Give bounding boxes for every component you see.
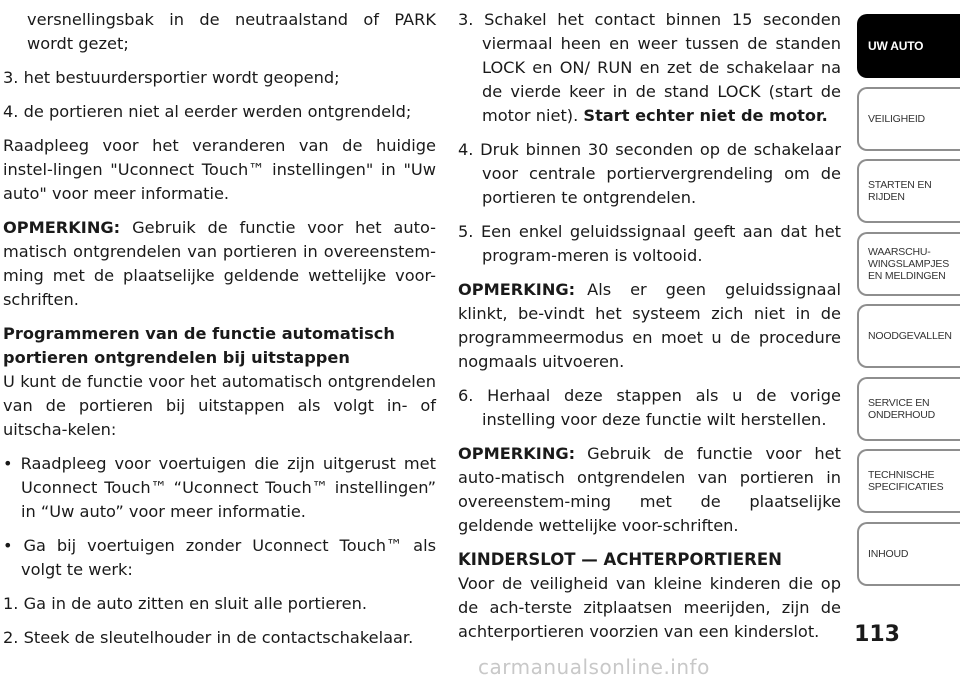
chapter-tabs (857, 14, 960, 594)
section-heading-programming: Programmeren van de functie automatisch portieren ontgrendelen bij uitstappen (3, 324, 395, 367)
note-no-signal (458, 278, 841, 374)
list-item-3: 3. het bestuurdersportier wordt geopend; (3, 68, 340, 87)
tab-waarschuwingslampjes[interactable] (857, 232, 960, 296)
tab-label: INHOUD (868, 547, 909, 560)
tab-label: WAARSCHU- WINGSLAMPJES EN MELDINGEN (868, 245, 950, 282)
page-number: 113 (854, 622, 900, 647)
tab-label: SERVICE EN ONDERHOUD (868, 396, 936, 421)
tab-inhoud[interactable] (857, 522, 960, 586)
step-2: 2. Steek de sleutelhouder in de contactschakelaar. (3, 628, 414, 647)
note-label: OPMERKING: (458, 444, 576, 463)
bullet-no-uconnect: • Ga bij voertuigen zonder Uconnect Touch™ als volgt te werk: (3, 536, 436, 579)
note-auto-unlock (3, 216, 436, 312)
paragraph-continuation: versnellingsbak in de neutraalstand of PARK wordt gezet; (27, 10, 436, 53)
step-3 (458, 8, 841, 128)
tab-label: STARTEN EN RIJDEN (868, 179, 932, 203)
list-item-4: 4. de portieren niet al eerder werden ontgrendeld; (3, 102, 412, 121)
paragraph-child-lock: Voor de veiligheid van kleine kinderen die op de ach-terste zitplaatsen meerijden, zijn de achterportieren voorzien van een kinderslot. (458, 574, 841, 641)
paragraph-settings: Raadpleeg voor het veranderen van de huidige instel-lingen "Uconnect Touch™ instellingen" in "Uw auto" voor meer informatie. (3, 136, 436, 203)
paragraph-intro: U kunt de functie voor het automatisch ontgrendelen van de portieren bij uitstappen als volgt in- of uitscha-kelen: (3, 372, 436, 439)
right-column (458, 8, 841, 654)
tab-starten-en-rijden[interactable] (857, 159, 960, 223)
tab-uw-auto[interactable] (857, 14, 960, 78)
tab-service-en-onderhoud[interactable] (857, 377, 960, 441)
note-regulations (458, 442, 841, 538)
step-6: 6. Herhaal deze stappen als u de vorige instelling voor deze functie wilt herstellen. (458, 386, 841, 429)
note-text: Gebruik de functie voor het auto-matisch ontgrendelen van portieren in overeenstem-ming met de plaatselijke geldende wettelijke voor-schriften. (458, 444, 841, 535)
note-text: Als er geen geluidssignaal klinkt, be-vindt het systeem zich niet in de programmeermodus en moet u de procedure nogmaals uitvoeren. (458, 280, 841, 371)
note-text: Gebruik de functie voor het auto-matisch ontgrendelen van portieren in overeenstem-ming met de plaatselijke geldende wettelijke voor-schriften. (3, 218, 436, 309)
note-label: OPMERKING: (458, 280, 576, 299)
tab-technische-specificaties[interactable] (857, 449, 960, 513)
tab-noodgevallen[interactable] (857, 304, 960, 368)
step-3-warning: Start echter niet de motor. (583, 106, 828, 125)
note-label: OPMERKING: (3, 218, 121, 237)
bullet-uconnect: • Raadpleeg voor voertuigen die zijn uitgerust met Uconnect Touch™ “Uconnect Touch™ instellingen” in “Uw auto” voor meer informatie. (3, 454, 436, 521)
step-3-text: 3. Schakel het contact binnen 15 seconden viermaal heen en weer tussen de standen LOCK en ON/ RUN en zet de schakelaar na de vierde keer in de stand LOCK (start de motor niet). (458, 10, 841, 125)
step-4: 4. Druk binnen 30 seconden op de schakelaar voor centrale portiervergrendeling om de portieren te ontgrendelen. (458, 140, 841, 207)
tab-label: TECHNISCHE SPECIFICATIES (868, 469, 944, 493)
left-column (3, 8, 436, 660)
tab-veiligheid[interactable] (857, 87, 960, 151)
section-heading-child-lock: KINDERSLOT — ACHTERPORTIEREN (458, 550, 782, 569)
tab-label: VEILIGHEID (868, 112, 925, 125)
step-5: 5. Een enkel geluidssignaal geeft aan dat het program-meren is voltooid. (458, 222, 841, 265)
tab-label: NOODGEVALLEN (868, 330, 952, 342)
watermark: carmanualsonline.info (478, 655, 710, 679)
tab-label: UW AUTO (868, 39, 924, 53)
step-1: 1. Ga in de auto zitten en sluit alle portieren. (3, 594, 367, 613)
